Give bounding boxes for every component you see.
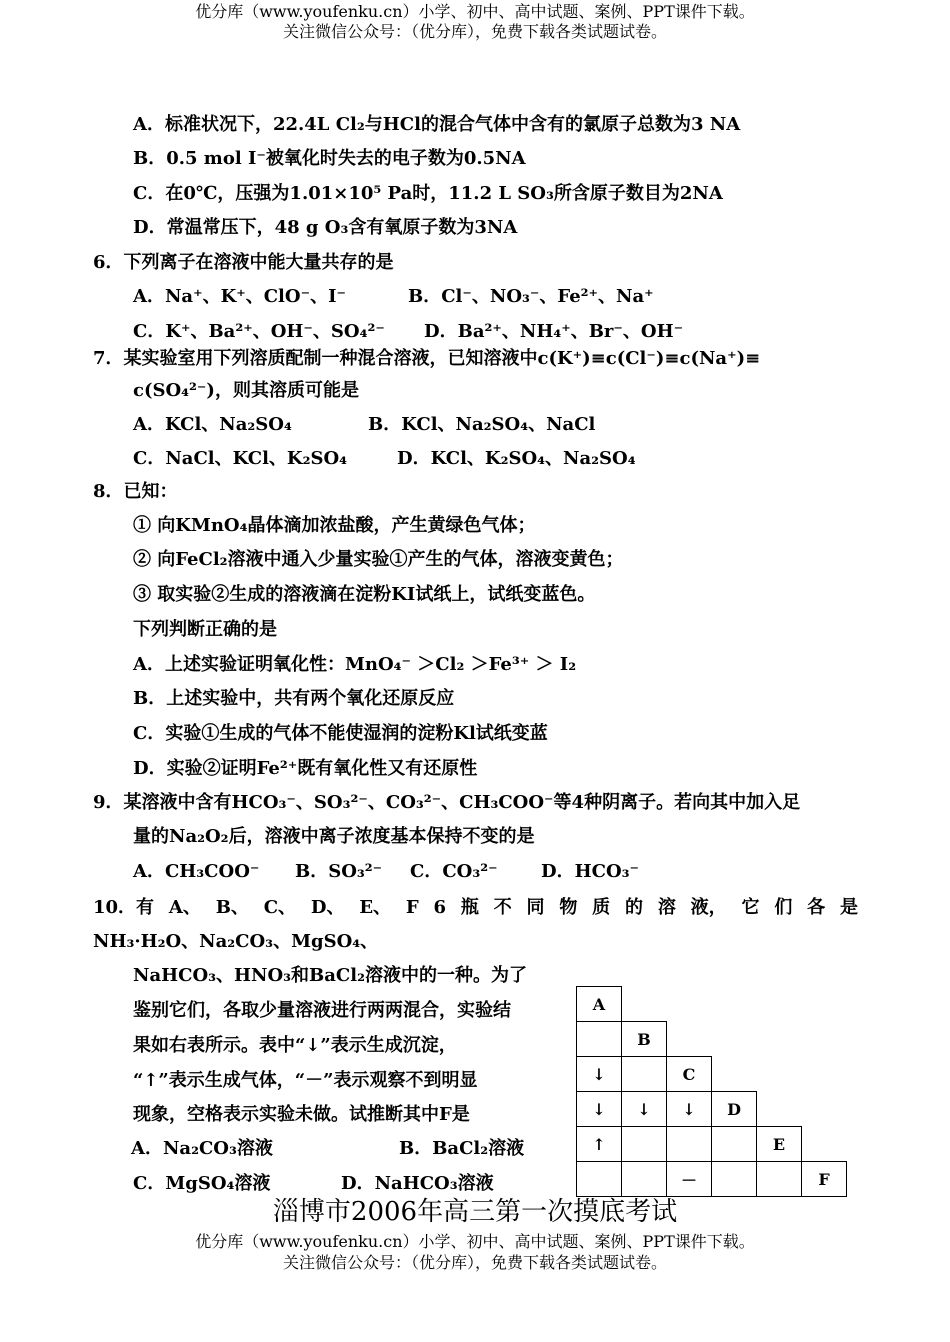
q7-option-b: B．KCl、Na₂SO₄、NaCl — [368, 414, 596, 435]
table-cell — [757, 1162, 802, 1197]
q10-stem-line-6: “↑”表示生成气体，“－”表示观察不到明显 — [133, 1070, 478, 1091]
q10-stem-line-2: NH₃·H₂O、Na₂CO₃、MgSO₄、 — [93, 931, 379, 952]
q10-stem-line-5: 果如右表所示。表中“↓”表示生成沉淀， — [133, 1035, 457, 1056]
q6-option-d: D．Ba²⁺、NH₄⁺、Br⁻、OH⁻ — [424, 321, 684, 342]
q5-option-b: B．0.5 mol I⁻被氧化时失去的电子数为0.5NA — [133, 148, 526, 169]
header-line-2: 关注微信公众号：（优分库），免费下载各类试题试卷。 — [282, 22, 667, 41]
table-cell — [577, 1162, 622, 1197]
q7-option-d: D．KCl、K₂SO₄、Na₂SO₄ — [397, 448, 636, 469]
table-row — [577, 1127, 847, 1162]
table-cell: E — [757, 1127, 802, 1162]
q10-option-d: D．NaHCO₃溶液 — [341, 1173, 494, 1194]
q8-option-d: D．实验②证明Fe²⁺既有氧化性又有还原性 — [133, 758, 478, 779]
table-cell — [667, 1127, 712, 1162]
q10-stem-word: 溶 — [657, 897, 676, 918]
q8-option-a: A．上述实验证明氧化性：MnO₄⁻ ＞Cl₂ ＞Fe³⁺ ＞ I₂ — [133, 654, 577, 675]
q10-stem-word: 们 — [774, 897, 793, 918]
table-cell: D — [712, 1092, 757, 1127]
q10-stem-word: 各 — [807, 897, 826, 918]
q7-stem-line-2: c(SO₄²⁻)，则其溶质可能是 — [133, 380, 359, 401]
reaction-table — [576, 986, 847, 1197]
table-cell — [622, 1162, 667, 1197]
q9-stem-line-2: 量的Na₂O₂后，溶液中离子浓度基本保持不变的是 — [133, 826, 535, 847]
q10-stem-word: 瓶 — [460, 897, 479, 918]
q5-option-d: D．常温常压下，48 g O₃含有氧原子数为3NA — [133, 217, 518, 238]
table-cell — [622, 1057, 667, 1092]
q10-stem-word: 是 — [839, 897, 858, 918]
table-row — [577, 1057, 847, 1092]
q8-statement-2: ② 向FeCl₂溶液中通入少量实验①产生的气体，溶液变黄色； — [133, 549, 624, 570]
q10-stem-word: 物 — [559, 897, 578, 918]
table-cell — [577, 1022, 622, 1057]
q10-option-c: C．MgSO₄溶液 — [133, 1173, 271, 1194]
table-row — [577, 1162, 847, 1197]
q5-option-c: C．在0℃，压强为1.01×10⁵ Pa时，11.2 L SO₃所含原子数目为2NA — [133, 183, 723, 204]
q7-option-a: A．KCl、Na₂SO₄ — [133, 414, 292, 435]
table-cell: － — [667, 1162, 712, 1197]
q9-option-a: A．CH₃COO⁻ — [133, 861, 260, 882]
table-row — [577, 1022, 847, 1057]
q10-stem-line-7: 现象，空格表示实验未做。试推断其中F是 — [133, 1104, 470, 1125]
q8-statement-3: ③ 取实验②生成的溶液滴在淀粉KI试纸上，试纸变蓝色。 — [133, 584, 596, 605]
q10-stem-word: A、 — [168, 897, 201, 918]
table-row — [577, 1092, 847, 1127]
table-cell: C — [667, 1057, 712, 1092]
table-cell: A — [577, 987, 622, 1022]
q6-option-c: C．K⁺、Ba²⁺、OH⁻、SO₄²⁻ — [133, 321, 385, 342]
q8-option-c: C．实验①生成的气体不能使湿润的淀粉Kl试纸变蓝 — [133, 723, 548, 744]
q10-stem-word: E、 — [359, 897, 392, 918]
footer-line-1: 优分库（www.youfenku.cn）小学、初中、高中试题、案例、PPT课件下载。 — [195, 1232, 755, 1251]
q7-option-c: C．NaCl、KCl、K₂SO₄ — [133, 448, 348, 469]
table-cell: F — [802, 1162, 847, 1197]
table-cell: ↓ — [577, 1092, 622, 1127]
table-cell: B — [622, 1022, 667, 1057]
q10-stem-word: 它 — [741, 897, 760, 918]
q10-stem-word: 的 — [625, 897, 643, 918]
table-cell — [712, 1162, 757, 1197]
table-cell: ↓ — [622, 1092, 667, 1127]
q9-option-b: B．SO₃²⁻ — [295, 861, 383, 882]
q8-option-b: B．上述实验中，共有两个氧化还原反应 — [133, 688, 455, 709]
header-line-1: 优分库（www.youfenku.cn）小学、初中、高中试题、案例、PPT课件下载。 — [195, 2, 755, 21]
q10-stem-word: 质 — [592, 897, 611, 918]
footer-line-2: 关注微信公众号：（优分库），免费下载各类试题试卷。 — [282, 1253, 667, 1272]
table-cell: ↑ — [577, 1127, 622, 1162]
q8-stem: 8．已知： — [93, 481, 178, 502]
q8-ask: 下列判断正确的是 — [133, 619, 277, 640]
q6-option-a: A．Na⁺、K⁺、ClO⁻、I⁻ — [133, 286, 346, 307]
q10-stem-word: 10．有 — [93, 897, 155, 918]
q10-stem-word: C、 — [263, 897, 297, 918]
q10-stem-word: 同 — [526, 897, 545, 918]
q9-stem-line-1: 9．某溶液中含有HCO₃⁻、SO₃²⁻、CO₃²⁻、CH₃COO⁻等4种阴离子。若向其中加入足 — [93, 792, 801, 813]
table-cell: ↓ — [577, 1057, 622, 1092]
table-row — [577, 987, 847, 1022]
q10-stem-line-1 — [93, 896, 858, 920]
q10-stem-line-4: 鉴别它们，各取少量溶液进行两两混合，实验结 — [133, 1000, 511, 1021]
table-cell — [712, 1127, 757, 1162]
q10-stem-word: 6 — [433, 897, 447, 918]
q9-option-d: D．HCO₃⁻ — [541, 861, 640, 882]
q9-option-c: C．CO₃²⁻ — [410, 861, 498, 882]
table-cell: ↓ — [667, 1092, 712, 1127]
exam-title: 淄博市2006年高三第一次摸底考试 — [272, 1197, 678, 1227]
q5-option-a: A．标准状况下，22.4L Cl₂与HCl的混合气体中含有的氯原子总数为3 NA — [133, 114, 741, 135]
q6-option-b: B．Cl⁻、NO₃⁻、Fe²⁺、Na⁺ — [408, 286, 654, 307]
q10-stem-word: 不 — [493, 897, 512, 918]
q10-option-a: A．Na₂CO₃溶液 — [131, 1138, 273, 1159]
q10-stem-line-3: NaHCO₃、HNO₃和BaCl₂溶液中的一种。为了 — [133, 965, 527, 986]
q10-option-b: B．BaCl₂溶液 — [399, 1138, 525, 1159]
q10-stem-word: 液， — [690, 897, 727, 918]
q10-stem-word: B、 — [215, 897, 249, 918]
q6-stem: 6．下列离子在溶液中能大量共存的是 — [93, 252, 394, 273]
q10-stem-word: F — [405, 897, 419, 918]
q10-stem-word: D、 — [310, 897, 345, 918]
q8-statement-1: ① 向KMnO₄晶体滴加浓盐酸，产生黄绿色气体； — [133, 515, 536, 536]
q7-stem-line-1: 7．某实验室用下列溶质配制一种混合溶液，已知溶液中c(K⁺)≡c(Cl⁻)≡c(Na⁺)≡ — [93, 348, 761, 369]
table-cell — [622, 1127, 667, 1162]
